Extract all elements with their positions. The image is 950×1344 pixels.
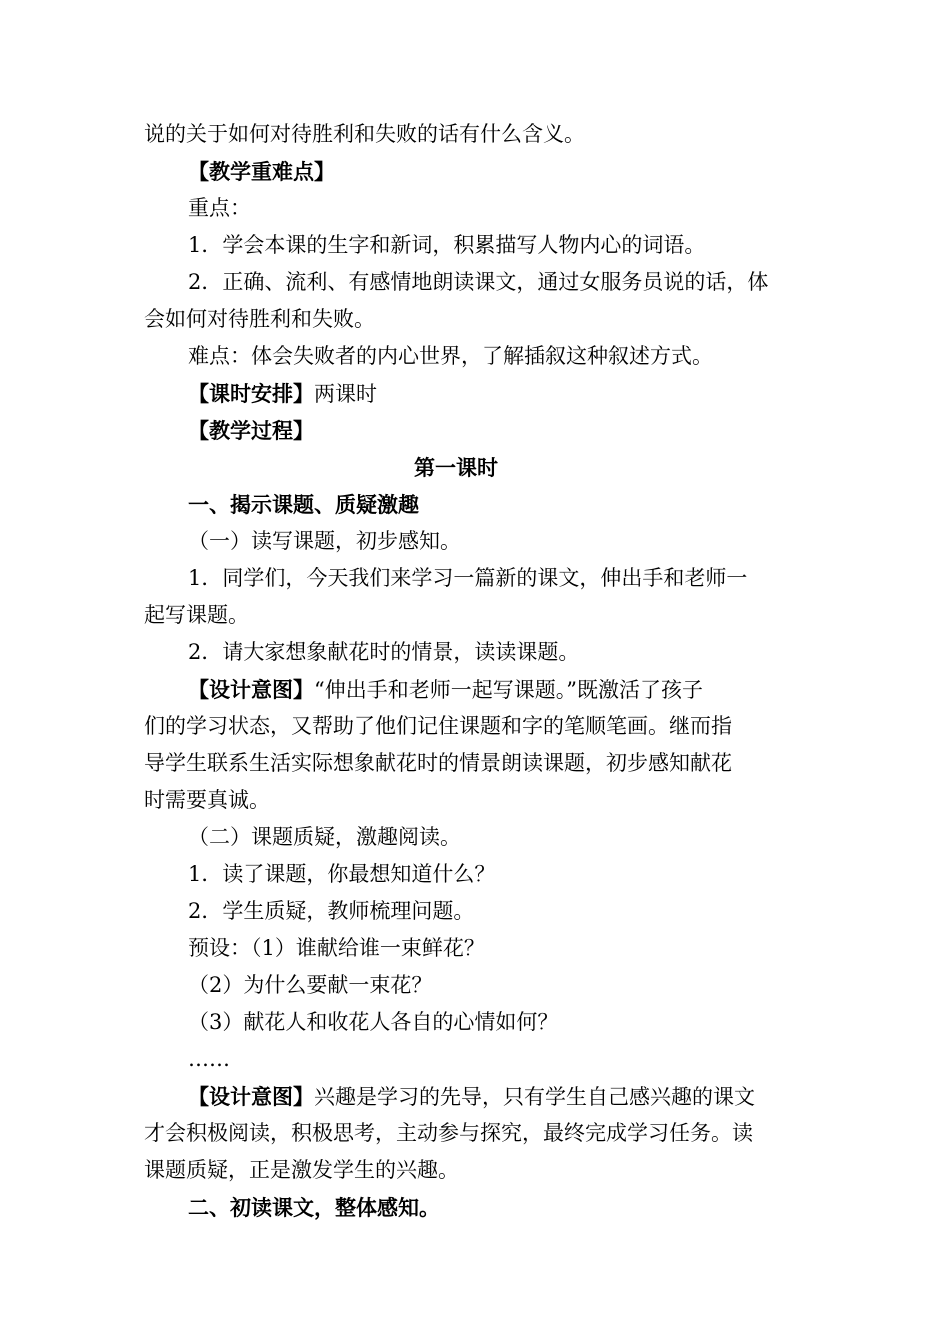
section-1-heading: 一、揭示课题、质疑激趣 bbox=[188, 492, 419, 517]
key-points-label: 重点： bbox=[188, 196, 251, 220]
schedule-heading: 【课时安排】 bbox=[188, 381, 314, 406]
difficulty: 难点：体会失败者的内心世界，了解插叙这种叙述方式。 bbox=[188, 344, 713, 368]
step-2-1: 1．读了课题，你最想知道什么？ bbox=[188, 862, 496, 886]
design-intent-2-line-3: 课题质疑，正是激发学生的兴趣。 bbox=[144, 1158, 459, 1182]
step-2-2: 2．学生质疑，教师梳理问题。 bbox=[188, 899, 475, 923]
design-intent-1-line-3: 导学生联系生活实际想象献花时的情景朗读课题，初步感知献花 bbox=[144, 751, 732, 775]
preset-question-3: （3）献花人和收花人各自的心情如何？ bbox=[188, 1010, 559, 1034]
step-1-line-2: 起写课题。 bbox=[144, 603, 249, 627]
design-intent-heading: 【设计意图】 bbox=[188, 677, 314, 702]
subsection-2: （二）课题质疑，激趣阅读。 bbox=[188, 825, 461, 849]
design-intent-heading: 【设计意图】 bbox=[188, 1084, 314, 1109]
design-intent-text: “伸出手和老师一起写课题。”既激活了孩子 bbox=[314, 678, 703, 702]
document-page bbox=[144, 116, 768, 1226]
key-point-1: 1．学会本课的生字和新词，积累描写人物内心的词语。 bbox=[188, 233, 706, 257]
design-intent-1-line-4: 时需要真诚。 bbox=[144, 788, 270, 812]
key-point-2-line-2: 会如何对待胜利和失败。 bbox=[144, 307, 375, 331]
design-intent-1-line-1 bbox=[144, 671, 768, 708]
design-intent-text: 兴趣是学习的先导，只有学生自己感兴趣的课文 bbox=[314, 1085, 755, 1109]
design-intent-2-line-2: 才会积极阅读，积极思考，主动参与探究，最终完成学习任务。读 bbox=[144, 1121, 753, 1145]
lesson-title: 第一课时 bbox=[414, 455, 498, 480]
step-2: 2．请大家想象献花时的情景，读读课题。 bbox=[188, 640, 580, 664]
subsection-1: （一）读写课题，初步感知。 bbox=[188, 529, 461, 553]
key-point-2-line-1: 2．正确、流利、有感情地朗读课文，通过女服务员说的话，体 bbox=[188, 270, 769, 294]
step-1-line-1: 1．同学们，今天我们来学习一篇新的课文，伸出手和老师一 bbox=[188, 566, 748, 590]
section-heading-key-points: 【教学重难点】 bbox=[188, 159, 335, 184]
section-2-heading: 二、初读课文，整体感知。 bbox=[188, 1195, 440, 1220]
preset-question-1: 预设：（1）谁献给谁一束鲜花？ bbox=[188, 936, 485, 960]
text-line: 说的关于如何对待胜利和失败的话有什么含义。 bbox=[144, 122, 585, 146]
preset-question-2: （2）为什么要献一束花？ bbox=[188, 973, 433, 997]
design-intent-1-line-2: 们的学习状态，又帮助了他们记住课题和字的笔顺笔画。继而指 bbox=[144, 714, 732, 738]
ellipsis: …… bbox=[188, 1047, 230, 1071]
schedule bbox=[144, 375, 768, 412]
section-heading-process: 【教学过程】 bbox=[188, 418, 314, 443]
schedule-value: 两课时 bbox=[314, 382, 377, 406]
design-intent-2-line-1 bbox=[144, 1078, 768, 1115]
